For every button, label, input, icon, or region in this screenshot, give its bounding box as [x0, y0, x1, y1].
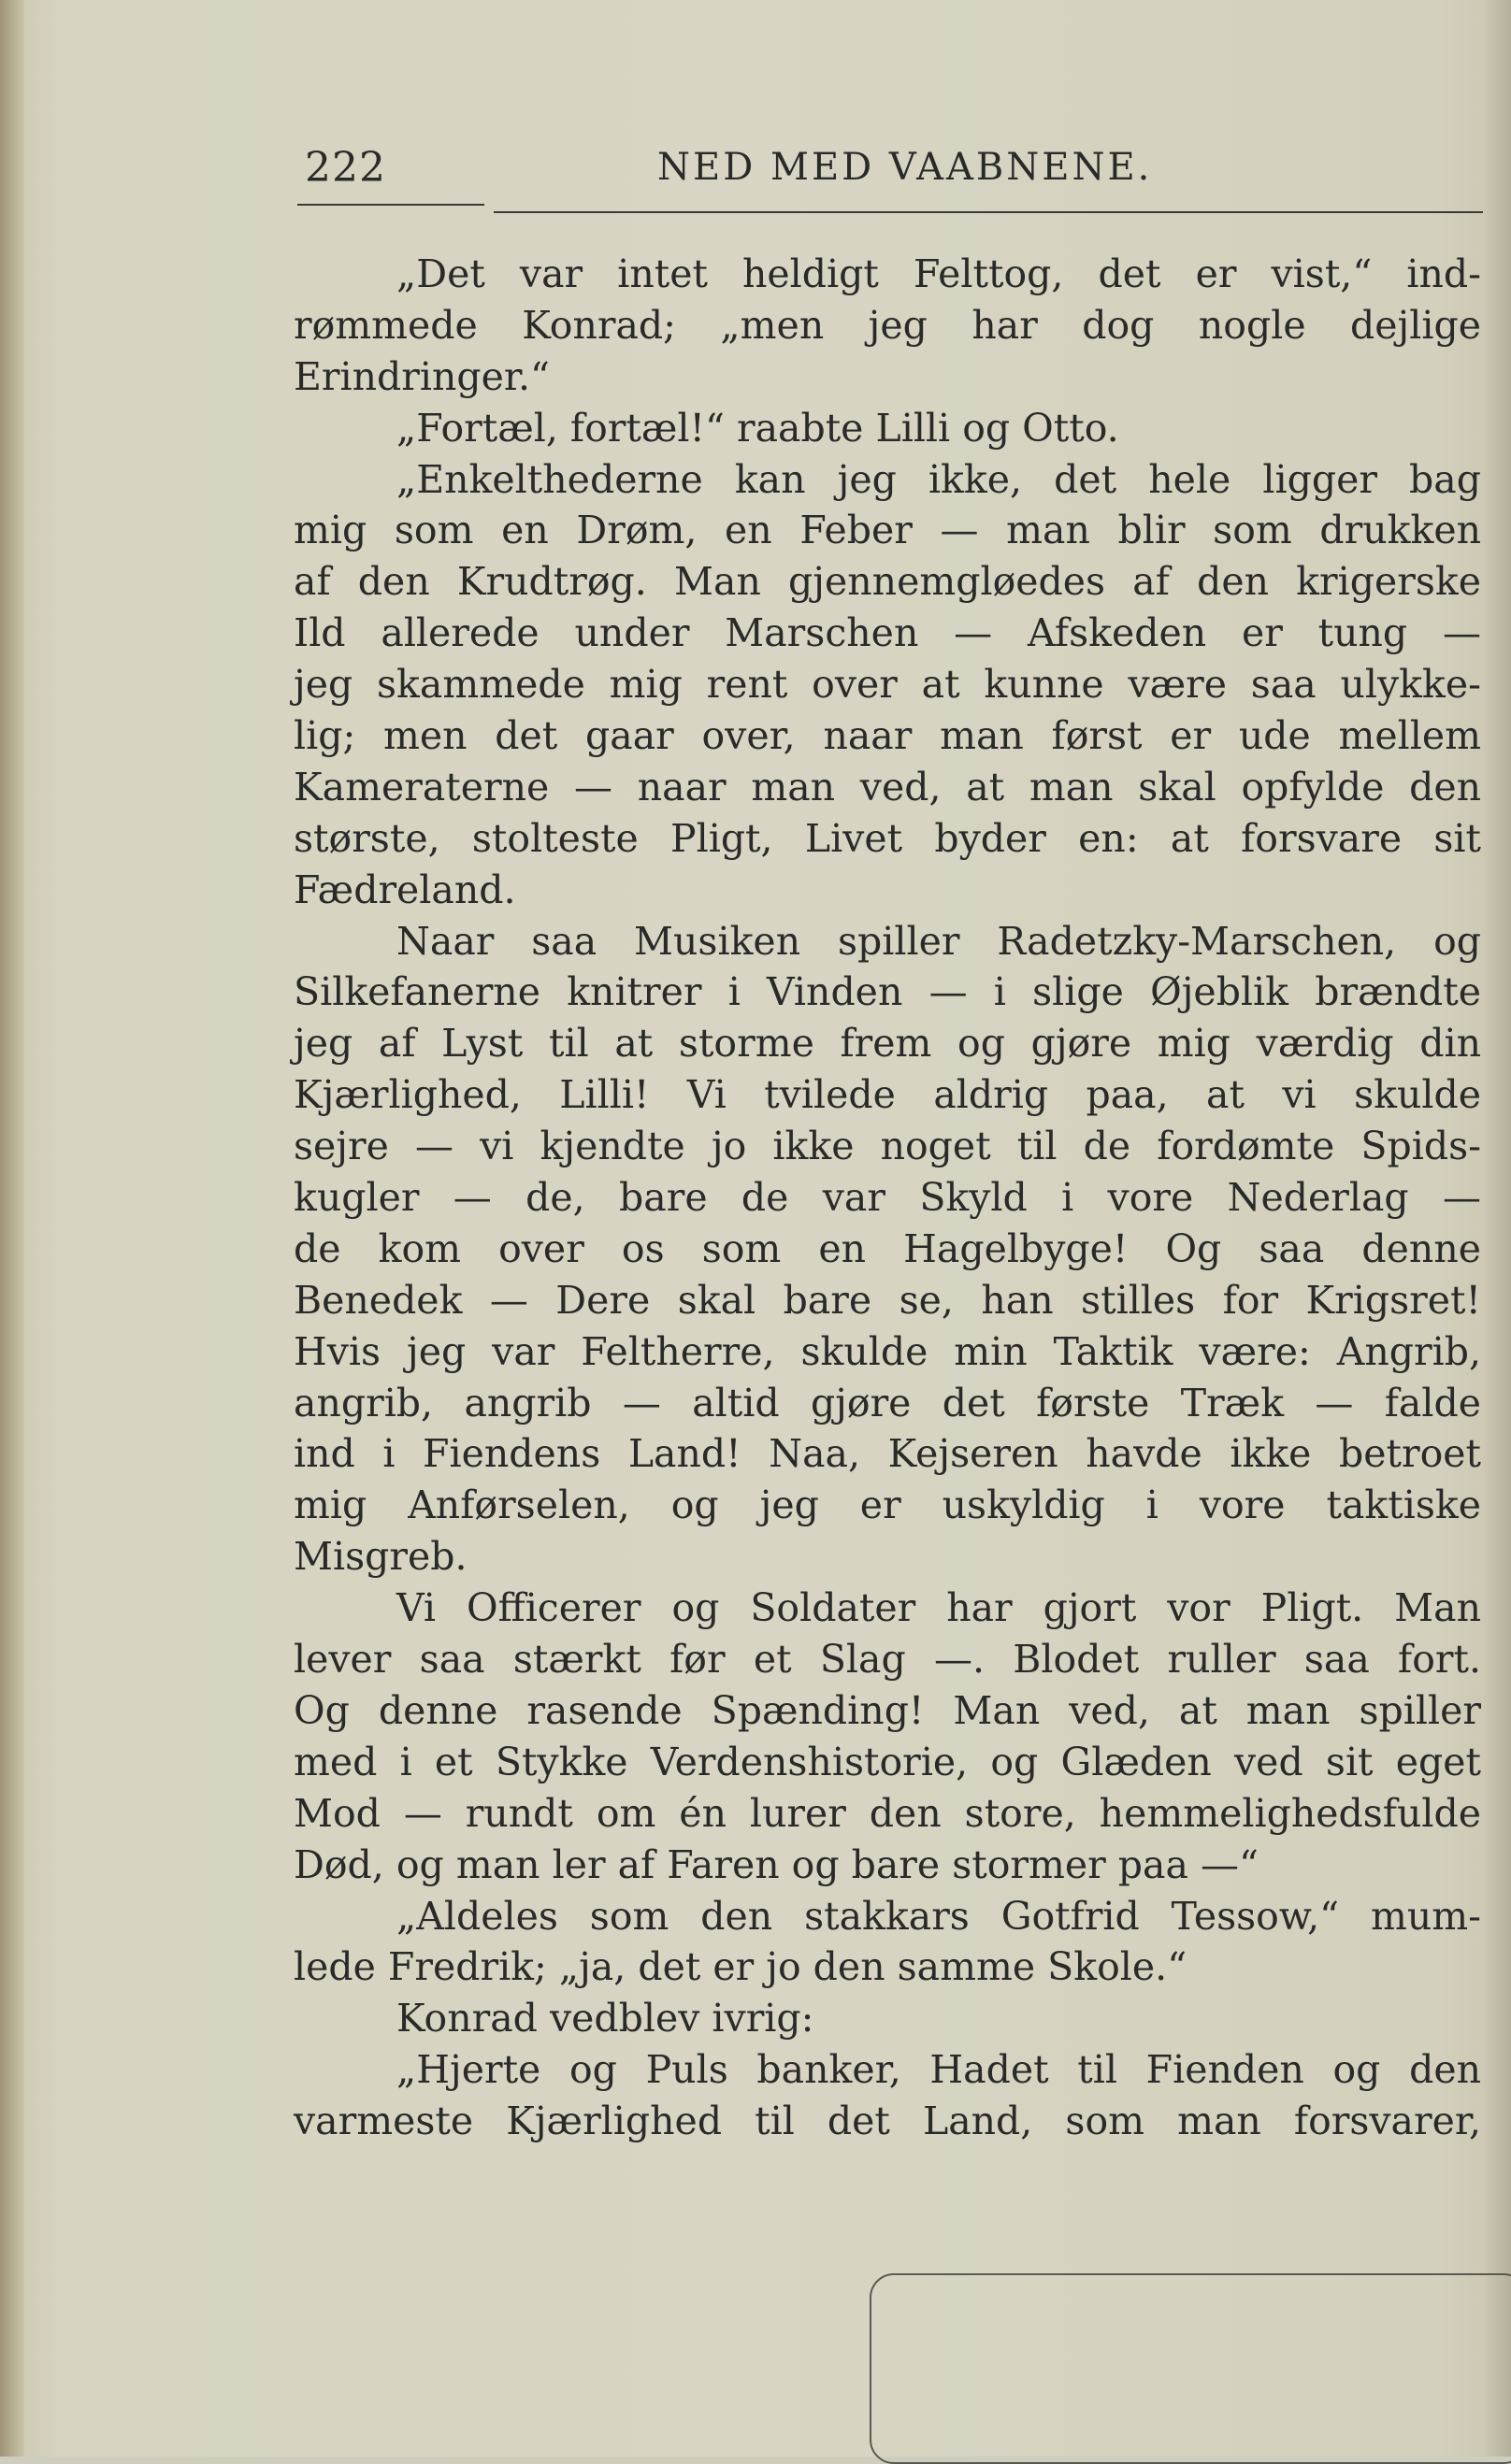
text-line: Silkefanerne knitrer i Vinden — i slige Øjeblik brændte [294, 969, 1481, 1015]
running-title: NED MED VAABNENE. [657, 146, 1153, 189]
text-line: Hvis jeg var Feltherre, skulde min Taktik være: Angrib, [294, 1328, 1481, 1374]
text-line: lig; men det gaar over, naar man først er ude mellem [294, 713, 1481, 759]
text-line: Død, og man ler af Faren og bare stormer paa —“ [294, 1841, 1259, 1887]
header-rule-left [297, 204, 484, 206]
text-line: „Aldeles som den stakkars Gotfrid Tessow,“ mum- [396, 1893, 1481, 1939]
text-line: rømmede Konrad; „men jeg har dog nogle dejlige [294, 302, 1481, 348]
text-line: de kom over os som en Hagelbyge! Og saa denne [294, 1225, 1481, 1271]
text-line: største, stolteste Pligt, Livet byder en: at forsvare sit [294, 815, 1481, 861]
text-line: Benedek — Dere skal bare se, han stilles for Krigsret! [294, 1277, 1481, 1323]
header-rule-right [494, 211, 1483, 213]
text-line: „Fortæl, fortæl!“ raabte Lilli og Otto. [396, 405, 1119, 451]
text-line: kugler — de, bare de var Skyld i vore Nederlag — [294, 1175, 1481, 1221]
text-line: jeg skammede mig rent over at kunne være saa ulykke- [294, 662, 1481, 708]
text-line: „Hjerte og Puls banker, Hadet til Fienden og den [396, 2047, 1481, 2093]
text-line: jeg af Lyst til at storme frem og gjøre mig værdig din [294, 1021, 1481, 1067]
body-text [294, 249, 1481, 2147]
text-line: Naar saa Musiken spiller Radetzky-Marschen, og [396, 918, 1481, 964]
text-line: Erindringer.“ [294, 353, 551, 399]
text-line: ind i Fiendens Land! Naa, Kejseren havde ikke betroet [294, 1431, 1481, 1477]
library-stamp-frame [870, 2273, 1511, 2464]
text-line: mig som en Drøm, en Feber — man blir som drukken [294, 508, 1481, 553]
text-line: „Enkelthederne kan jeg ikke, det hele ligger bag [396, 456, 1481, 502]
page-number: 222 [305, 144, 386, 192]
text-line: med i et Stykke Verdenshistorie, og Glæden ved sit eget [294, 1739, 1481, 1784]
text-line: „Det var intet heldigt Felttog, det er vist,“ ind- [396, 251, 1481, 296]
text-line: Kameraterne — naar man ved, at man skal opfylde den [294, 764, 1481, 809]
text-line: Konrad vedblev ivrig: [396, 1996, 814, 2041]
text-line: Fædreland. [294, 867, 516, 912]
text-line: Misgreb. [294, 1534, 468, 1580]
text-line: Ild allerede under Marschen — Afskeden er tung — [294, 610, 1481, 656]
text-line: sejre — vi kjendte jo ikke noget til de fordømte Spids- [294, 1124, 1481, 1169]
text-line: lede Fredrik; „ja, det er jo den samme Skole.“ [294, 1944, 1187, 1990]
text-line: mig Anførselen, og jeg er uskyldig i vore taktiske [294, 1483, 1481, 1528]
text-line: lever saa stærkt før et Slag —. Blodet ruller saa fort. [294, 1637, 1481, 1683]
text-line: angrib, angrib — altid gjøre det første Træk — falde [294, 1380, 1481, 1425]
text-line: Mod — rundt om én lurer den store, hemmelighedsfulde [294, 1790, 1481, 1836]
text-line: Vi Officerer og Soldater har gjort vor Pligt. Man [396, 1585, 1481, 1631]
page-header [297, 138, 1485, 194]
text-line: Kjærlighed, Lilli! Vi tvilede aldrig paa, at vi skulde [294, 1072, 1481, 1118]
text-line: af den Krudtrøg. Man gjennemgløedes af den krigerske [294, 559, 1481, 605]
text-line: varmeste Kjærlighed til det Land, som man forsvarer, [294, 2099, 1481, 2144]
text-line: Og denne rasende Spænding! Man ved, at man spiller [294, 1687, 1481, 1733]
